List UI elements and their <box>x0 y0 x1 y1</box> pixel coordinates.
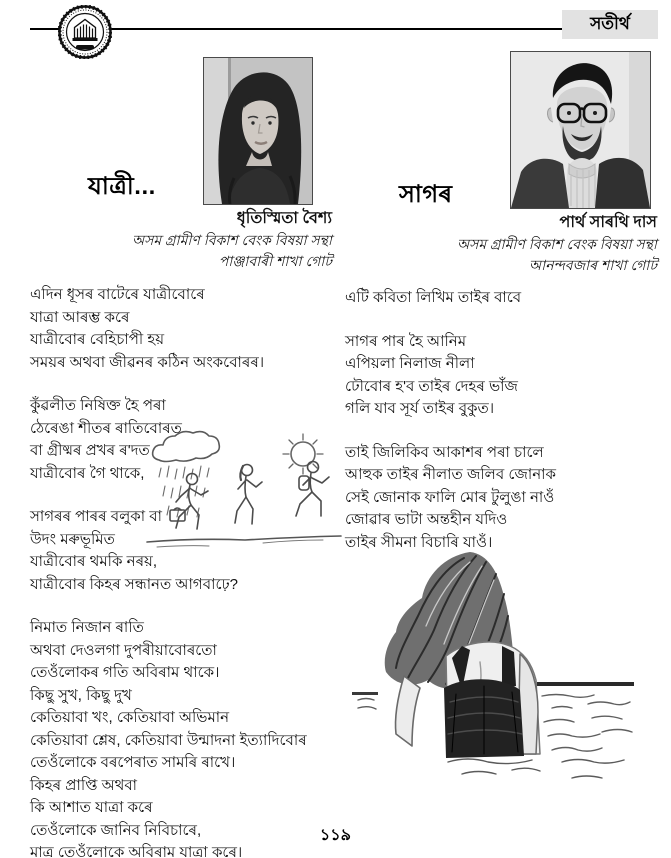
poem-line: অথবা দেওলগা দুপৰীয়াবোৰতো <box>30 641 217 659</box>
poem-line: এটি কবিতা লিখিম তাইৰ বাবে <box>345 289 522 306</box>
poem-line: মাত্ৰ তেওঁলোকে অবিৰাম যাত্ৰা কৰে। <box>30 844 243 858</box>
poem-line: যাত্ৰীবোৰ থমকি নৰয়, <box>30 553 158 570</box>
right-author-name: পাৰ্থ সাৰথি দাস <box>559 214 657 231</box>
page-number: ১১৯ <box>319 827 352 844</box>
left-author-name: ধৃতিস্মিতা বৈশ্য <box>236 210 332 227</box>
poem-line: নিমাত নিজান ৰাতি <box>30 619 144 636</box>
poem-line: উদং মৰুভূমিত <box>30 530 115 548</box>
poem-line: কেতিয়াবা শ্লেষ, কেতিয়াবা উন্মাদনা ইত্যাদিবোৰ <box>30 731 307 749</box>
poem-line: কেতিয়াবা খং, কেতিয়াবা অভিমান <box>30 709 230 726</box>
poem-line: তেওঁলোকে জানিব নিবিচাৰে, <box>30 821 202 839</box>
poem-line: যাত্ৰীবোৰ বেহিচাপী হয় <box>30 331 165 348</box>
poem-line: আহুক তাইৰ নীলাত জলিব জোনাক <box>345 466 557 483</box>
poem-line: কি আশাত যাত্ৰা কৰে <box>30 799 153 816</box>
left-author-block <box>30 208 332 272</box>
right-author-affiliation-1: অসম গ্ৰামীণ বিকাশ বেংক বিষয়া সন্থা <box>456 236 657 252</box>
poem-line: যাত্ৰীবোৰ কিহৰ সন্ধানত আগবাঢ়ে? <box>30 575 239 593</box>
poem-line: এপিয়লা নিলাজ নীলা <box>345 355 475 372</box>
poem-line: কিছু সুখ, কিছু দুখ <box>30 686 132 704</box>
poem-line: সময়ৰ অথবা জীৱনৰ কঠিন অংকবোৰৰ। <box>30 353 265 371</box>
right-author-block <box>345 212 657 276</box>
author-photo-left <box>203 57 313 205</box>
poem-line: সাগৰ পাৰ হৈ আনিম <box>345 332 467 350</box>
poem-stanza <box>30 284 342 374</box>
poem-line: বা গ্ৰীষ্মৰ প্ৰখৰ ৰ'দত <box>30 442 150 459</box>
left-author-affiliation-2: পাঞ্জাবাৰী শাখা গোট <box>218 253 332 269</box>
poem-line: জোৱাৰ ভাটা অন্তহীন যদিও <box>345 511 508 528</box>
left-poem-title: যাত্ৰী... <box>88 173 156 200</box>
poem-line: সেই জোনাক ফালি মোৰ টুলুঙা নাওঁ <box>345 488 555 506</box>
poem-line: যাত্ৰা আৰম্ভ কৰে <box>30 308 130 326</box>
poem-line: কিহৰ প্ৰাপ্তি অথবা <box>30 776 138 794</box>
right-author-affiliation-2: আনন্দবজাৰ শাখা গোট <box>528 257 657 273</box>
runners-illustration <box>143 426 345 564</box>
poem-stanza <box>345 442 667 555</box>
bank-emblem-icon <box>58 5 112 59</box>
right-poem-title: সাগৰ <box>399 181 453 208</box>
poem-line: সাগৰৰ পাৰৰ বলুকা বা <box>30 508 162 525</box>
author-photo-right <box>510 51 651 209</box>
left-poem-body <box>30 284 342 858</box>
right-poem-body <box>345 287 667 575</box>
poem-line: কুঁৱলীত নিষিক্ত হৈ পৰা <box>30 397 166 414</box>
masthead-label: সতীৰ্থ <box>562 10 658 39</box>
poem-line: তেওঁলোকে বৰপেৰাত সামৰি ৰাখে। <box>30 754 236 771</box>
left-author-affiliation-1: অসম গ্ৰামীণ বিকাশ বেংক বিষয়া সন্থা <box>131 232 332 248</box>
poem-line: এদিন ধূসৰ বাটেৰে যাত্ৰীবোৰে <box>30 286 205 303</box>
poem-stanza <box>345 287 667 310</box>
poem-line: তেওঁলোকৰ গতি অবিৰাম থাকে। <box>30 664 220 681</box>
poem-line: ঢৌবোৰ হ'ব তাইৰ দেহৰ ভাঁজ <box>345 377 518 395</box>
poem-line: তাইৰ সীমনা বিচাৰি যাওঁ। <box>345 533 493 551</box>
seaside-illustration <box>352 546 668 794</box>
poem-line: গলি যাব সূৰ্য তাইৰ বুকুত। <box>345 400 495 417</box>
poem-line: তাই জিলিকিব আকাশৰ পৰা চালে <box>345 443 544 461</box>
poem-stanza <box>345 331 667 421</box>
poem-line: ঠেৰেঙা শীতৰ ৰাতিবোৰত <box>30 419 182 437</box>
poem-line: যাত্ৰীবোৰ গৈ থাকে, <box>30 464 145 482</box>
